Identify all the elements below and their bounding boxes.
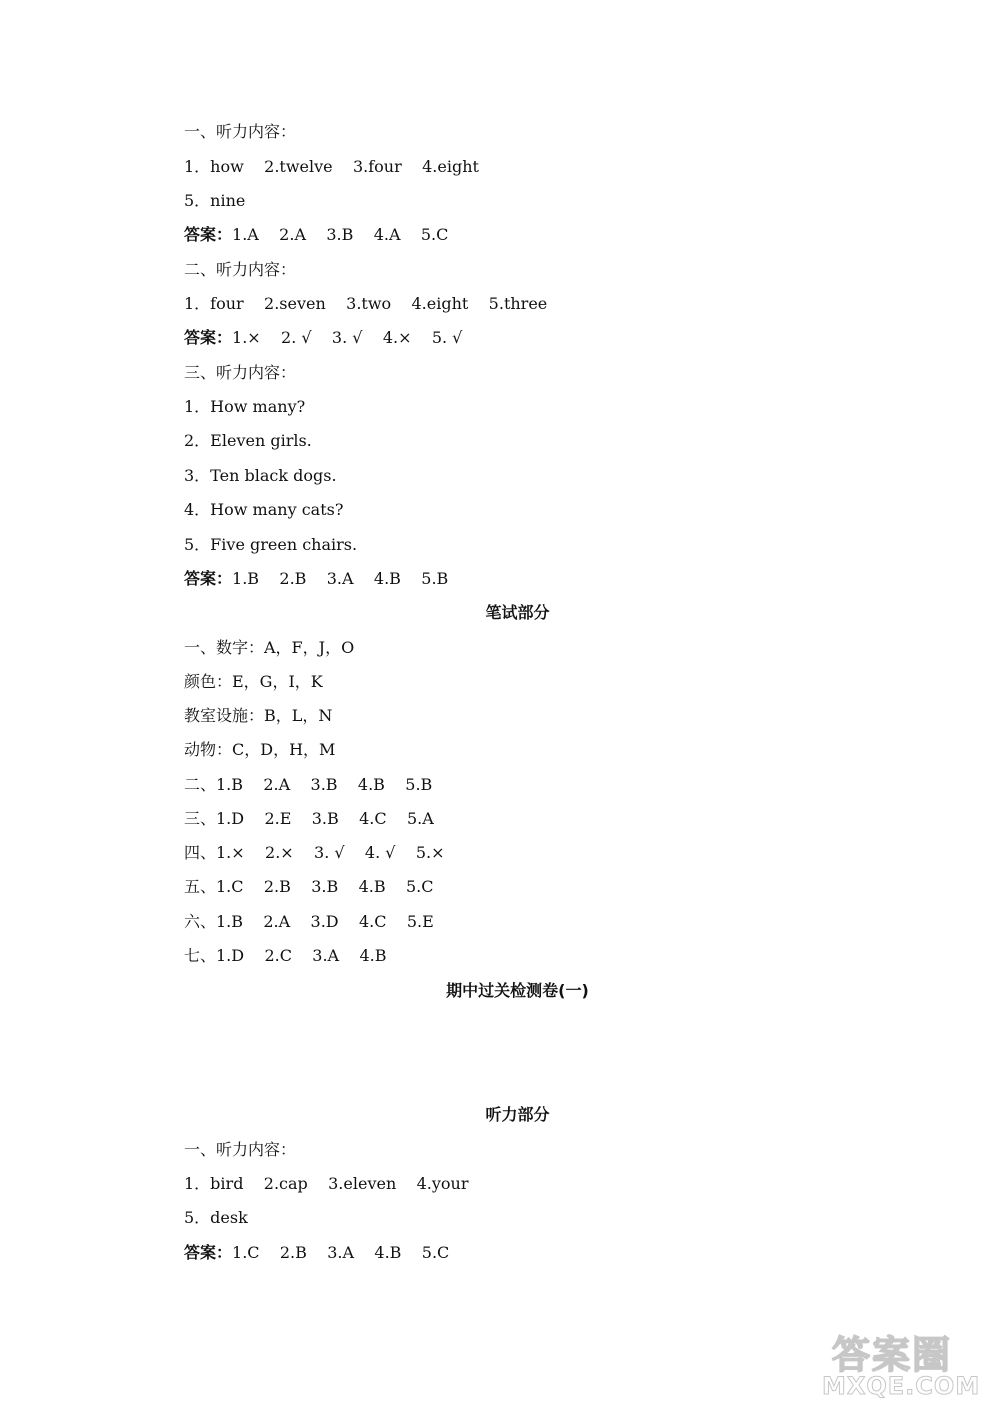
written-line-10: 七、1.D 2.C 3.A 4.B bbox=[184, 946, 387, 965]
written-line-1: 一、数字：A，F，J，O bbox=[184, 638, 355, 657]
section-heading-written: 笔试部分 bbox=[485, 603, 550, 622]
line-text: 1.A 2.A 3.B 4.A 5.C bbox=[232, 225, 449, 244]
line-text: 1．bird 2.cap 3.eleven 4.your bbox=[184, 1174, 469, 1193]
line-13 bbox=[184, 535, 357, 555]
answer-label: 答案： bbox=[184, 1243, 233, 1262]
answer-label: 答案： bbox=[184, 328, 233, 347]
line-10 bbox=[184, 431, 312, 451]
line-3 bbox=[184, 191, 245, 211]
line-text: 一、听力内容： bbox=[184, 1140, 297, 1159]
listening2-line-3 bbox=[184, 1208, 248, 1228]
answer-line-2 bbox=[184, 328, 462, 348]
line-text: 2．Eleven girls. bbox=[184, 431, 312, 450]
written-line-4: 动物：C，D，H，M bbox=[184, 740, 336, 759]
answer-line-3 bbox=[184, 569, 448, 589]
listening2-line-2 bbox=[184, 1174, 469, 1194]
written-line-7: 四、1.× 2.× 3. √ 4. √ 5.× bbox=[184, 843, 445, 862]
line-text: 5．nine bbox=[184, 191, 246, 210]
line-text: 1．How many? bbox=[184, 397, 306, 416]
line-2 bbox=[184, 157, 479, 177]
answer-label: 答案： bbox=[184, 225, 233, 244]
written-line-2: 颜色：E，G，I，K bbox=[184, 672, 323, 691]
line-text: 1．how 2.twelve 3.four 4.eight bbox=[184, 157, 479, 176]
written-line-8: 五、1.C 2.B 3.B 4.B 5.C bbox=[184, 877, 434, 896]
line-text: 1.× 2. √ 3. √ 4.× 5. √ bbox=[232, 328, 463, 347]
written-line-3: 教室设施：B，L，N bbox=[184, 706, 333, 725]
line-text: 一、听力内容： bbox=[184, 122, 297, 141]
line-9 bbox=[184, 397, 305, 417]
line-8 bbox=[184, 363, 296, 383]
written-line-5: 二、1.B 2.A 3.B 4.B 5.B bbox=[184, 775, 433, 794]
answer-line-1 bbox=[184, 225, 448, 245]
line-1 bbox=[184, 122, 296, 142]
watermark-top-text: 答案圈 bbox=[832, 1333, 953, 1377]
listening2-line-1 bbox=[184, 1140, 296, 1160]
line-text: 1.C 2.B 3.A 4.B 5.C bbox=[232, 1243, 450, 1262]
line-text: 5．desk bbox=[184, 1208, 248, 1227]
line-6 bbox=[184, 294, 547, 314]
line-text: 3．Ten black dogs. bbox=[184, 466, 337, 485]
section-heading-listening: 听力部分 bbox=[485, 1105, 550, 1124]
written-line-6: 三、1.D 2.E 3.B 4.C 5.A bbox=[184, 809, 434, 828]
line-11 bbox=[184, 466, 337, 486]
line-text: 三、听力内容： bbox=[184, 363, 297, 382]
answer-label: 答案： bbox=[184, 569, 233, 588]
line-text: 4．How many cats? bbox=[184, 500, 344, 519]
line-12 bbox=[184, 500, 343, 520]
line-text: 5．Five green chairs. bbox=[184, 535, 358, 554]
line-text: 1.B 2.B 3.A 4.B 5.B bbox=[232, 569, 449, 588]
written-line-9: 六、1.B 2.A 3.D 4.C 5.E bbox=[184, 912, 434, 931]
watermark-logo bbox=[792, 1324, 982, 1404]
line-5 bbox=[184, 260, 296, 280]
line-text: 二、听力内容： bbox=[184, 260, 297, 279]
watermark-bottom-text: MXQE.COM bbox=[822, 1372, 981, 1400]
answer-line-4 bbox=[184, 1243, 449, 1263]
exam-title: 期中过关检测卷(一) bbox=[446, 981, 589, 1000]
line-text: 1．four 2.seven 3.two 4.eight 5.three bbox=[184, 294, 548, 313]
